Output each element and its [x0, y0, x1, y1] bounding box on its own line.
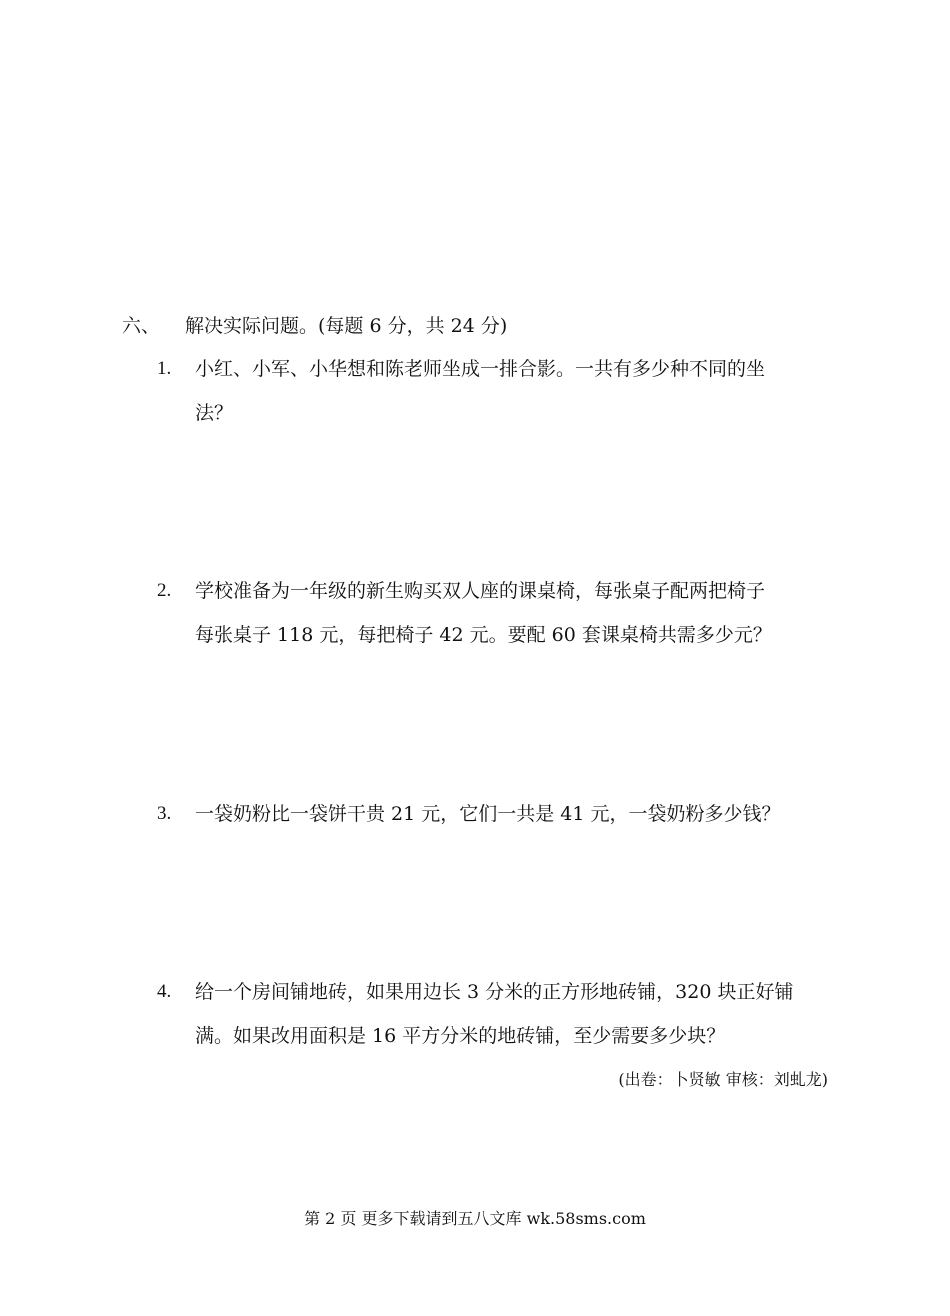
- question-text-line: 一袋奶粉比一袋饼干贵 21 元，它们一共是 41 元，一袋奶粉多少钱？: [195, 803, 781, 825]
- question-number: 3.: [157, 803, 172, 824]
- question-number: 4.: [157, 981, 172, 1002]
- section-title: 解决实际问题。(每题 6 分，共 24 分): [185, 315, 508, 337]
- question-text-line: 学校准备为一年级的新生购买双人座的课桌椅，每张桌子配两把椅子: [195, 580, 766, 602]
- section-number: 六、: [122, 315, 161, 337]
- question-number: 2.: [157, 580, 172, 601]
- section-heading: [122, 312, 507, 340]
- page-footer: 第 2 页 更多下载请到五八文库 wk.58sms.com: [304, 1209, 646, 1228]
- question-text-line: 满。如果改用面积是 16 平方分米的地砖铺，至少需要多少块？: [195, 1025, 726, 1047]
- question-text-line: 每张桌子 118 元，每把椅子 42 元。要配 60 套课桌椅共需多少元？: [195, 624, 772, 646]
- question-text-line: 给一个房间铺地砖，如果用边长 3 分米的正方形地砖铺，320 块正好铺: [195, 981, 794, 1003]
- question-number: 1.: [157, 358, 172, 379]
- question-text-line: 小红、小军、小华想和陈老师坐成一排合影。一共有多少种不同的坐: [195, 358, 766, 380]
- question-text-line: 法？: [195, 402, 234, 424]
- author-credit: (出卷：卜贤敏 审核：刘虬龙): [618, 1070, 828, 1089]
